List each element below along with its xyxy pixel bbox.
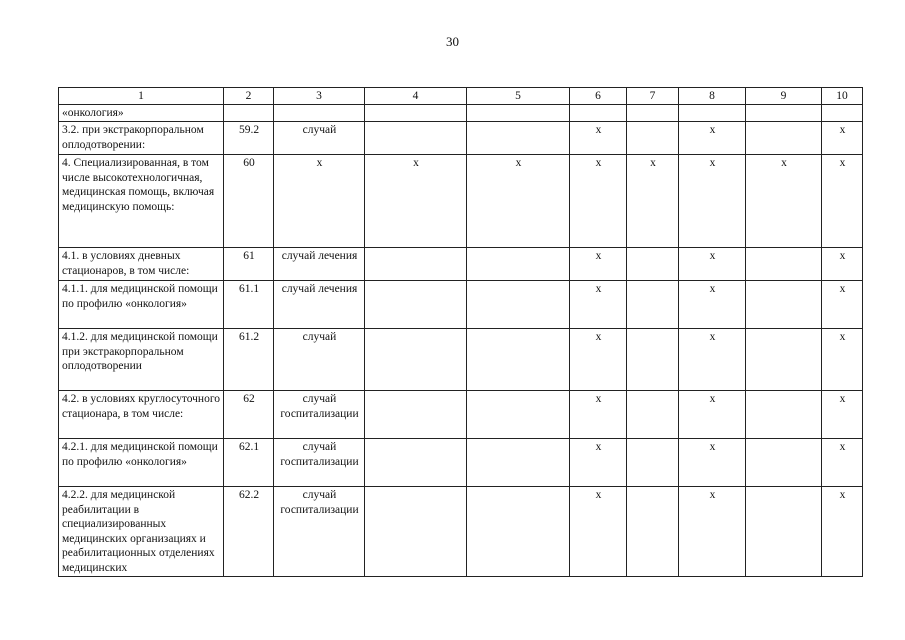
header-cell-3: 3 [274,88,365,105]
row-number [224,105,274,122]
table-row [59,155,863,248]
cell-col-10: x [822,487,863,577]
row-number: 62 [224,391,274,439]
row-number: 60 [224,155,274,248]
header-cell-5: 5 [467,88,570,105]
cell-col-9 [746,122,822,155]
cell-col-4 [365,391,467,439]
header-cell-8: 8 [679,88,746,105]
cell-col-4 [365,487,467,577]
page-number: 30 [446,34,459,49]
cell-col-6: x [570,155,627,248]
cell-col-7 [627,329,679,391]
cell-col-6 [570,105,627,122]
row-unit: случай лечения [274,248,365,281]
row-unit: x [274,155,365,248]
cell-col-5 [467,105,570,122]
cell-col-10: x [822,155,863,248]
cell-col-10: x [822,329,863,391]
row-label: 4.1. в условиях дневных стационаров, в том числе: [59,248,224,281]
table-row [59,122,863,155]
cell-col-9 [746,105,822,122]
cell-col-10: x [822,439,863,487]
cell-col-10: x [822,281,863,329]
row-number: 62.1 [224,439,274,487]
cell-col-7 [627,105,679,122]
cell-col-9 [746,487,822,577]
row-unit: случай госпитализации [274,439,365,487]
cell-col-9 [746,248,822,281]
header-cell-1: 1 [59,88,224,105]
cell-col-5 [467,329,570,391]
cell-col-9 [746,391,822,439]
cell-col-8: x [679,487,746,577]
row-number: 61.2 [224,329,274,391]
cell-col-4 [365,439,467,487]
cell-col-9: x [746,155,822,248]
cell-col-7: x [627,155,679,248]
row-number: 62.2 [224,487,274,577]
cell-col-5 [467,122,570,155]
cell-col-8: x [679,281,746,329]
row-label: 4. Специализированная, в том числе высокотехнологичная, медицинская помощь, включая медицинскую помощь: [59,155,224,248]
row-label: «онкология» [59,105,224,122]
data-table [58,87,863,577]
table-row [59,487,863,577]
cell-col-6: x [570,122,627,155]
row-label: 3.2. при экстракорпоральном оплодотворении: [59,122,224,155]
cell-col-8: x [679,391,746,439]
row-label: 4.2.2. для медицинской реабилитации в специализированных медицинских организациях и реабилитационных отделениях медицинских [59,487,224,577]
cell-col-4 [365,248,467,281]
cell-col-6: x [570,439,627,487]
row-label: 4.2.1. для медицинской помощи по профилю «онкология» [59,439,224,487]
row-number: 59.2 [224,122,274,155]
cell-col-8: x [679,155,746,248]
cell-col-4: x [365,155,467,248]
row-unit: случай [274,329,365,391]
row-number: 61.1 [224,281,274,329]
cell-col-7 [627,281,679,329]
cell-col-4 [365,329,467,391]
row-unit [274,105,365,122]
row-number: 61 [224,248,274,281]
row-label: 4.2. в условиях круглосуточного стационара, в том числе: [59,391,224,439]
cell-col-6: x [570,248,627,281]
cell-col-4 [365,105,467,122]
cell-col-6: x [570,487,627,577]
cell-col-7 [627,248,679,281]
header-cell-4: 4 [365,88,467,105]
table-row [59,105,863,122]
cell-col-5: x [467,155,570,248]
header-cell-10: 10 [822,88,863,105]
cell-col-10 [822,105,863,122]
cell-col-5 [467,487,570,577]
header-cell-9: 9 [746,88,822,105]
cell-col-7 [627,391,679,439]
cell-col-5 [467,439,570,487]
table-header-row [59,88,863,105]
cell-col-6: x [570,281,627,329]
cell-col-8: x [679,122,746,155]
row-unit: случай [274,122,365,155]
cell-col-10: x [822,248,863,281]
cell-col-10: x [822,122,863,155]
header-cell-7: 7 [627,88,679,105]
cell-col-4 [365,122,467,155]
table-row [59,329,863,391]
table-row [59,391,863,439]
table-row [59,281,863,329]
table-row [59,248,863,281]
cell-col-4 [365,281,467,329]
cell-col-9 [746,281,822,329]
row-unit: случай лечения [274,281,365,329]
cell-col-8: x [679,329,746,391]
cell-col-8: x [679,439,746,487]
header-cell-6: 6 [570,88,627,105]
cell-col-6: x [570,329,627,391]
cell-col-5 [467,248,570,281]
table-row [59,439,863,487]
cell-col-7 [627,439,679,487]
cell-col-7 [627,122,679,155]
cell-col-5 [467,391,570,439]
row-label: 4.1.1. для медицинской помощи по профилю «онкология» [59,281,224,329]
cell-col-8 [679,105,746,122]
row-label: 4.1.2. для медицинской помощи при экстракорпоральном оплодотворении [59,329,224,391]
cell-col-9 [746,329,822,391]
cell-col-7 [627,487,679,577]
row-unit: случай госпитализации [274,487,365,577]
header-cell-2: 2 [224,88,274,105]
cell-col-10: x [822,391,863,439]
cell-col-6: x [570,391,627,439]
row-unit: случай госпитализации [274,391,365,439]
cell-col-5 [467,281,570,329]
cell-col-8: x [679,248,746,281]
cell-col-9 [746,439,822,487]
